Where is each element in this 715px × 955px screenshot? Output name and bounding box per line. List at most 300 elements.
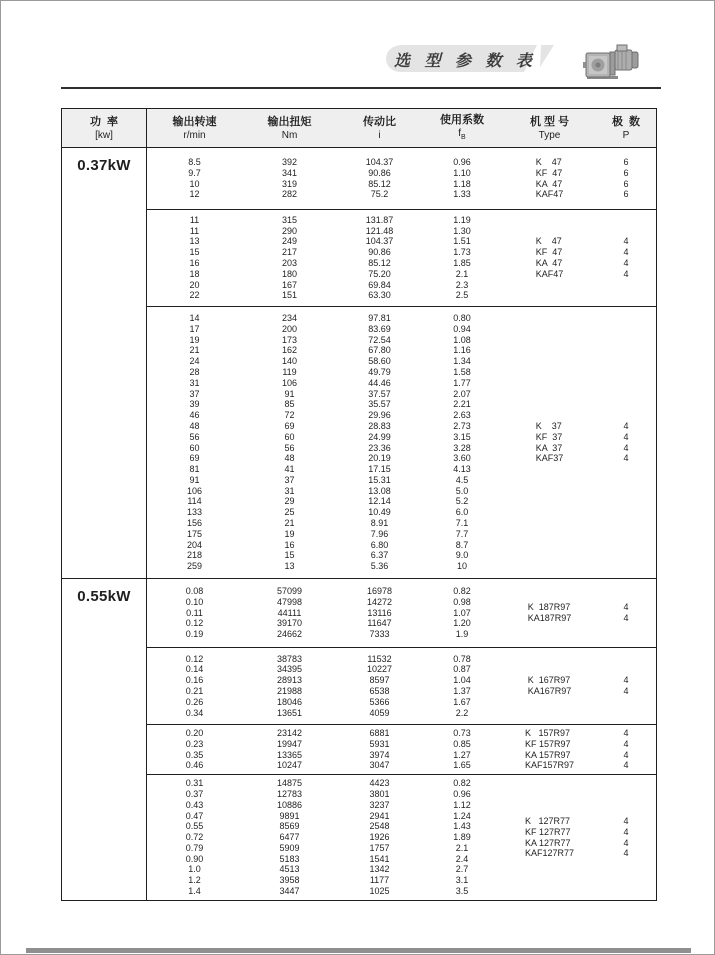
cell-value: 7.7 (455, 528, 469, 539)
cell-value: 83.69 (368, 323, 391, 334)
cell-value: 56 (284, 442, 295, 453)
gear-motor-image (583, 43, 641, 83)
cell-value: 17 (189, 323, 200, 334)
type-column (502, 210, 597, 306)
cell-value: 3958 (279, 875, 300, 886)
type-value: KA187R97 (527, 613, 572, 623)
type-value: KAF127R77 (524, 848, 575, 859)
torque-column (242, 579, 337, 647)
type-value: K 127R77 (524, 815, 571, 826)
cell-value: 17.15 (368, 464, 391, 475)
cell-value: 9.7 (188, 167, 201, 178)
poles-value: 4 (623, 258, 629, 268)
cell-value: 16 (284, 539, 295, 550)
type-value: KF 127R77 (524, 826, 571, 837)
cell-value: 1.16 (453, 345, 471, 356)
poles-value: 4 (623, 420, 629, 431)
cell-value: 38783 (276, 653, 303, 664)
cell-value: 114 (187, 496, 202, 507)
poles-value: 4 (623, 760, 629, 771)
ratio-column (337, 725, 422, 774)
cell-value: 39 (189, 399, 200, 410)
cell-value: 28 (189, 366, 200, 377)
cell-value: 28.83 (368, 420, 391, 431)
cell-value: 16 (189, 258, 200, 268)
cell-value: 282 (281, 189, 298, 200)
type-value: KAF47 (535, 189, 564, 200)
cell-value: 11 (189, 225, 200, 236)
type-column (502, 648, 597, 724)
factor-column (422, 210, 502, 306)
header-output-speed: 输出转速 r/min (172, 116, 217, 141)
cell-value: 2.73 (453, 420, 471, 431)
cell-value: 3047 (369, 760, 390, 771)
cell-value: 0.90 (185, 853, 204, 864)
factor-column (422, 579, 502, 647)
cell-value: 3974 (369, 749, 390, 760)
type-value: KF 47 (535, 167, 563, 178)
cell-value: 1.18 (453, 178, 471, 189)
ratio-block (147, 210, 656, 307)
cell-value: 6538 (369, 686, 390, 696)
type-column (502, 775, 597, 900)
cell-value: 90.86 (368, 167, 391, 178)
ratio-column (337, 210, 422, 306)
cell-value: 0.73 (453, 727, 471, 738)
cell-value: 259 (186, 561, 203, 572)
cell-value: 4423 (369, 778, 390, 789)
cell-value: 1.65 (453, 760, 471, 771)
poles-value: 4 (623, 749, 629, 760)
poles-value: 4 (623, 675, 629, 686)
cell-value: 0.20 (185, 727, 204, 738)
cell-value: 1.43 (453, 821, 471, 832)
cell-value: 1.12 (453, 799, 471, 810)
cell-value: 0.96 (453, 788, 471, 799)
cell-value: 1.67 (453, 696, 471, 707)
cell-value: 13365 (276, 749, 303, 760)
cell-value: 37 (189, 388, 200, 399)
cell-value: 0.10 (185, 596, 204, 607)
ratio-block (147, 148, 656, 210)
cell-value: 0.78 (453, 653, 471, 664)
cell-value: 13 (284, 561, 295, 572)
type-value: K 157R97 (524, 727, 571, 738)
cell-value: 2.1 (455, 268, 469, 279)
factor-column (422, 775, 502, 900)
cell-value: 6.80 (370, 539, 389, 550)
cell-value: 0.26 (185, 696, 204, 707)
cell-value: 0.94 (453, 323, 471, 334)
type-value: KA 157R97 (524, 749, 571, 760)
cell-value: 37 (284, 474, 295, 485)
cell-value: 56 (189, 431, 200, 442)
cell-value: 6881 (369, 727, 390, 738)
poles-column (597, 579, 655, 647)
section-blocks (147, 148, 656, 578)
cell-value: 341 (281, 167, 298, 178)
cell-value: 4.5 (455, 474, 469, 485)
cell-value: 0.87 (453, 664, 471, 675)
cell-value: 60 (284, 431, 295, 442)
cell-value: 1.07 (453, 607, 471, 618)
cell-value: 2.63 (453, 410, 471, 421)
page-footer-bar (26, 948, 691, 953)
cell-value: 0.19 (185, 629, 204, 640)
cell-value: 2548 (369, 821, 390, 832)
speed-column (147, 148, 242, 209)
cell-value: 34395 (276, 664, 303, 675)
cell-value: 1.89 (453, 832, 471, 843)
cell-value: 104.37 (365, 156, 394, 167)
speed-column (147, 725, 242, 774)
header-power: 功 率 [kw] (62, 109, 147, 147)
cell-value: 11532 (367, 653, 392, 664)
cell-value: 69 (284, 420, 295, 431)
cell-value: 24.99 (368, 431, 391, 442)
cell-value: 1.0 (188, 864, 201, 875)
cell-value: 1541 (369, 853, 390, 864)
cell-value: 97.81 (368, 312, 391, 323)
cell-value: 7333 (369, 629, 390, 640)
cell-value: 10886 (276, 799, 303, 810)
poles-value: 4 (623, 727, 629, 738)
type-value: KA 47 (535, 258, 563, 268)
cell-value: 13.08 (368, 485, 391, 496)
type-column (502, 148, 597, 209)
page-title-banner (384, 43, 556, 74)
type-value: KF 157R97 (524, 738, 571, 749)
poles-column (597, 148, 655, 209)
torque-column (242, 775, 337, 900)
poles-value: 4 (623, 247, 629, 258)
cell-value: 119 (282, 366, 297, 377)
cell-value: 29 (284, 496, 295, 507)
gear-motor-icon (583, 43, 641, 83)
cell-value: 0.34 (185, 707, 204, 718)
type-value: KA 37 (535, 442, 563, 453)
cell-value: 1.73 (453, 247, 471, 258)
table-header-row (62, 109, 656, 148)
cell-value: 8597 (369, 675, 390, 686)
cell-value: 3.15 (453, 431, 471, 442)
cell-value: 20 (189, 279, 200, 290)
cell-value: 91 (189, 474, 200, 485)
cell-value: 13651 (276, 707, 303, 718)
poles-column (597, 648, 655, 724)
header-output-torque: 输出扭矩 Nm (267, 116, 312, 141)
cell-value: 11647 (367, 618, 392, 629)
cell-value: 175 (186, 528, 203, 539)
cell-value: 67.80 (368, 345, 391, 356)
type-stack (525, 816, 574, 859)
cell-value: 2.4 (455, 853, 469, 864)
cell-value: 14272 (366, 596, 393, 607)
factor-column (422, 307, 502, 578)
cell-value: 249 (281, 236, 298, 247)
factor-column (422, 148, 502, 209)
cell-value: 3.5 (455, 886, 469, 897)
cell-value: 0.08 (185, 586, 204, 596)
cell-value: 0.14 (185, 664, 204, 675)
poles-column (597, 307, 655, 578)
cell-value: 10.49 (368, 507, 391, 518)
cell-value: 18 (189, 268, 200, 279)
poles-value: 4 (623, 738, 629, 749)
cell-value: 5.2 (455, 496, 469, 507)
cell-value: 1.27 (453, 749, 471, 760)
cell-value: 0.82 (453, 586, 471, 596)
cell-value: 2.3 (455, 279, 469, 290)
cell-value: 60 (189, 442, 200, 453)
cell-value: 0.21 (185, 686, 204, 696)
cell-value: 0.12 (185, 653, 204, 664)
torque-column (242, 210, 337, 306)
poles-value: 6 (623, 167, 629, 178)
cell-value: 23.36 (368, 442, 391, 453)
cell-value: 72.54 (368, 334, 391, 345)
cell-value: 203 (281, 258, 298, 268)
speed-column (147, 210, 242, 306)
poles-value: 4 (623, 453, 629, 464)
cell-value: 3.1 (455, 875, 469, 886)
poles-value: 4 (623, 837, 629, 848)
poles-value: 4 (623, 686, 629, 696)
cell-value: 392 (281, 156, 298, 167)
cell-value: 39170 (276, 618, 303, 629)
cell-value: 104.37 (365, 236, 394, 247)
speed-column (147, 307, 242, 578)
cell-value: 19 (189, 334, 200, 345)
poles-value: 6 (623, 156, 629, 167)
cell-value: 3801 (369, 788, 390, 799)
cell-value: 7.96 (370, 528, 389, 539)
power-cell (62, 579, 147, 900)
poles-value: 6 (623, 189, 629, 200)
cell-value: 37.57 (368, 388, 391, 399)
poles-column (597, 775, 655, 900)
cell-value: 0.16 (185, 675, 204, 686)
header-ratio: 传动比 i (363, 116, 396, 141)
cell-value: 3447 (279, 886, 300, 897)
header-poles: 极 数 P (611, 116, 641, 141)
cell-value: 72 (284, 410, 295, 421)
cell-value: 156 (186, 518, 203, 529)
cell-value: 31 (284, 485, 295, 496)
cell-value: 1.08 (453, 334, 471, 345)
type-value: KF 47 (535, 247, 563, 258)
cell-value: 69.84 (368, 279, 391, 290)
cell-value: 319 (281, 178, 298, 189)
cell-value: 234 (281, 312, 298, 323)
cell-value: 10227 (366, 664, 393, 675)
power-label: 0.55kW (77, 588, 131, 605)
cell-value: 12783 (276, 788, 303, 799)
cell-value: 5.0 (455, 485, 469, 496)
cell-value: 0.79 (185, 842, 204, 853)
poles-column (597, 210, 655, 306)
cell-value: 1177 (369, 875, 390, 886)
cell-value: 5366 (369, 696, 390, 707)
cell-value: 19947 (276, 738, 303, 749)
cell-value: 10 (456, 561, 467, 572)
cell-value: 2.7 (455, 864, 469, 875)
cell-value: 4059 (369, 707, 390, 718)
cell-value: 10 (189, 178, 200, 189)
cell-value: 24 (189, 356, 200, 367)
cell-value: 0.85 (453, 738, 471, 749)
cell-value: 167 (281, 279, 298, 290)
cell-value: 81 (189, 464, 200, 475)
cell-value: 2.2 (455, 707, 469, 718)
cell-value: 1.04 (453, 675, 471, 686)
speed-column (147, 648, 242, 724)
cell-value: 0.37 (185, 788, 204, 799)
cell-value: 0.98 (453, 596, 471, 607)
cell-value: 1.9 (455, 629, 469, 640)
cell-value: 19 (284, 528, 295, 539)
cell-value: 18046 (276, 696, 303, 707)
cell-value: 2.5 (455, 290, 469, 301)
cell-value: 8.5 (188, 156, 201, 167)
cell-value: 13116 (367, 607, 392, 618)
cell-value: 8.91 (370, 518, 389, 529)
cell-value: 15 (284, 550, 295, 561)
cell-value: 44.46 (368, 377, 391, 388)
torque-column (242, 725, 337, 774)
cell-value: 6.37 (370, 550, 389, 561)
type-value: KAF47 (535, 268, 564, 279)
cell-value: 1757 (369, 842, 390, 853)
cell-value: 121.48 (365, 225, 394, 236)
poles-value: 6 (623, 178, 629, 189)
cell-value: 6477 (279, 832, 300, 843)
power-label: 0.37kW (77, 157, 131, 174)
cell-value: 4513 (279, 864, 300, 875)
cell-value: 48 (284, 453, 295, 464)
cell-value: 218 (186, 550, 203, 561)
cell-value: 23142 (276, 727, 303, 738)
cell-value: 20.19 (368, 453, 391, 464)
cell-value: 1.34 (453, 356, 471, 367)
cell-value: 46 (189, 410, 200, 421)
poles-value: 4 (623, 442, 629, 453)
cell-value: 28913 (276, 675, 303, 686)
type-stack (536, 236, 564, 279)
cell-value: 21 (189, 345, 200, 356)
ratio-block (147, 307, 656, 578)
ratio-column (337, 648, 422, 724)
header-service-factor: 使用系数 $f_B$ (440, 114, 484, 141)
ratio-block (147, 579, 656, 648)
cell-value: 1342 (369, 864, 390, 875)
type-value: KAF37 (535, 453, 564, 464)
cell-value: 3237 (369, 799, 390, 810)
type-stack (528, 602, 572, 624)
cell-value: 0.11 (186, 607, 203, 618)
cell-value: 85.12 (368, 178, 391, 189)
cell-value: 31 (189, 377, 200, 388)
cell-value: 1.4 (188, 886, 201, 897)
type-value: K 47 (535, 236, 562, 247)
cell-value: 1025 (369, 886, 390, 897)
cell-value: 16978 (366, 586, 393, 596)
poles-value: 4 (623, 268, 629, 279)
cell-value: 1.37 (453, 686, 471, 696)
cell-value: 14 (189, 312, 200, 323)
poles-value: 4 (623, 848, 629, 859)
cell-value: 4.13 (453, 464, 471, 475)
cell-value: 13 (189, 236, 200, 247)
poles-value: 4 (623, 826, 629, 837)
poles-value: 4 (623, 613, 629, 623)
cell-value: 63.30 (368, 290, 391, 301)
cell-value: 204 (186, 539, 203, 550)
poles-value: 4 (623, 815, 629, 826)
cell-value: 85 (284, 399, 295, 410)
table-body (62, 148, 656, 900)
cell-value: 1.24 (453, 810, 471, 821)
cell-value: 0.43 (185, 799, 204, 810)
page-title: 选 型 参 数 表 (394, 53, 537, 70)
power-section (62, 579, 656, 900)
ratio-block (147, 775, 656, 900)
cell-value: 44111 (277, 607, 302, 618)
cell-value: 133 (186, 507, 203, 518)
cell-value: 2941 (369, 810, 390, 821)
cell-value: 0.96 (453, 156, 471, 167)
type-value: KAF157R97 (524, 760, 575, 771)
cell-value: 9.0 (455, 550, 469, 561)
cell-value: 69 (189, 453, 200, 464)
cell-value: 217 (281, 247, 298, 258)
type-value: KF 37 (535, 431, 563, 442)
poles-column (597, 725, 655, 774)
cell-value: 180 (281, 268, 298, 279)
cell-value: 140 (281, 356, 298, 367)
header-type: 机 型 号 Type (529, 116, 570, 141)
type-value: KA167R97 (527, 686, 572, 696)
ratio-column (337, 579, 422, 647)
cell-value: 75.20 (368, 268, 391, 279)
cell-value: 1.77 (453, 377, 471, 388)
type-stack (536, 421, 564, 464)
cell-value: 48 (189, 420, 200, 431)
cell-value: 1.20 (453, 618, 471, 629)
type-value: K 187R97 (527, 602, 571, 613)
section-blocks (147, 579, 656, 900)
cell-value: 0.46 (185, 760, 204, 771)
cell-value: 315 (281, 214, 298, 225)
cell-value: 5183 (279, 853, 300, 864)
cell-value: 9891 (279, 810, 300, 821)
ratio-column (337, 307, 422, 578)
type-column (502, 579, 597, 647)
cell-value: 3.60 (453, 453, 471, 464)
cell-value: 8569 (279, 821, 300, 832)
cell-value: 10247 (276, 760, 303, 771)
speed-column (147, 579, 242, 647)
cell-value: 1.10 (453, 167, 471, 178)
cell-value: 12 (189, 189, 200, 200)
cell-value: 2.07 (453, 388, 471, 399)
cell-value: 0.31 (185, 778, 204, 789)
cell-value: 0.55 (185, 821, 204, 832)
cell-value: 0.35 (185, 749, 204, 760)
cell-value: 90.86 (368, 247, 391, 258)
cell-value: 1926 (369, 832, 390, 843)
cell-value: 24662 (276, 629, 303, 640)
